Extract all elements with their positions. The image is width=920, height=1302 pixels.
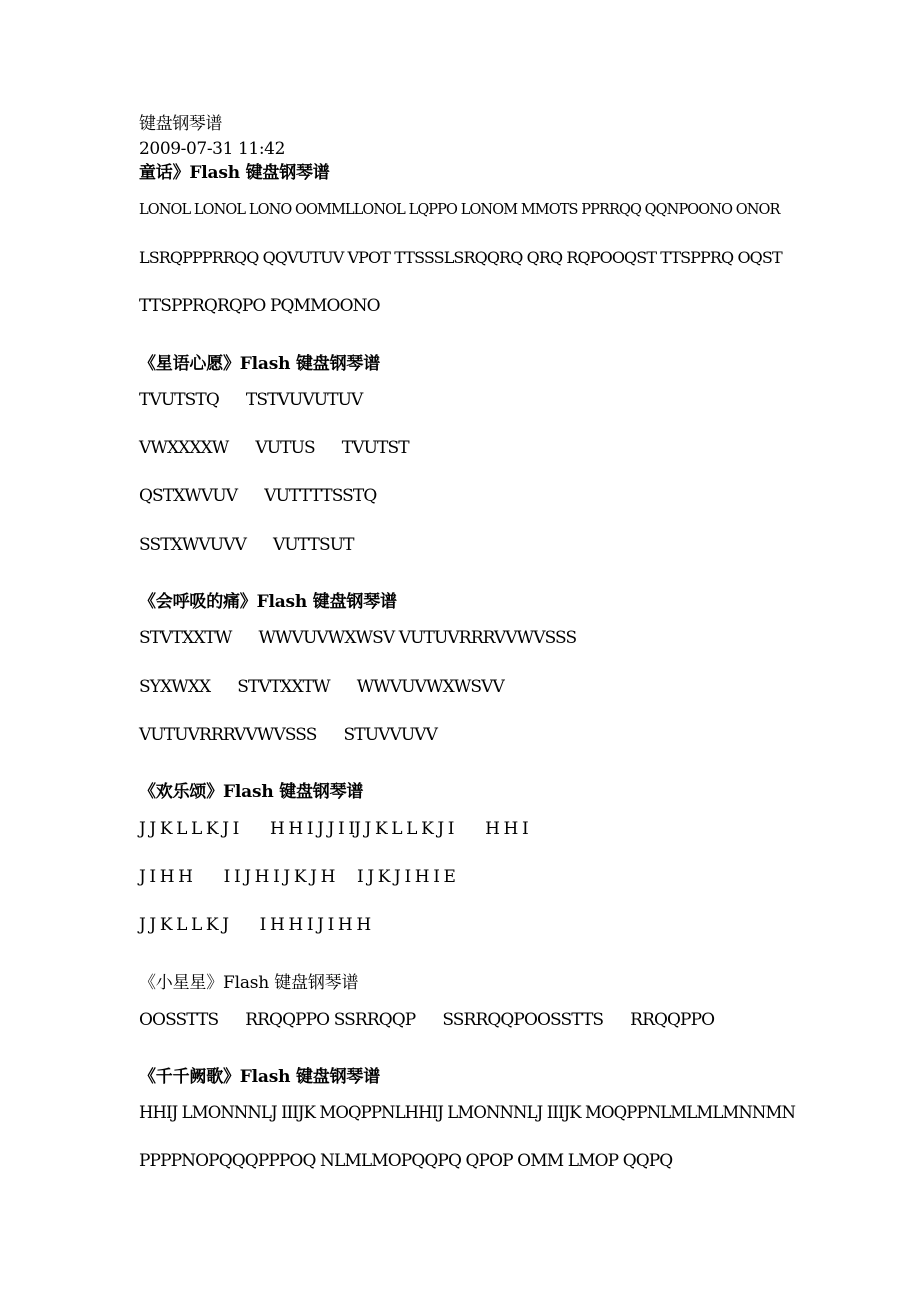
song-heading: 《小星星》Flash 键盘钢琴谱 bbox=[139, 973, 359, 993]
song-heading: 《会呼吸的痛》Flash 键盘钢琴谱 bbox=[139, 592, 397, 612]
notation-line: SYXWXX STVTXXTW WWVUVWXWSVV bbox=[139, 677, 504, 697]
notation-line: LSRQPPPRRQQ QQVUTUV VPOT TTSSSLSRQQRQ QRQ RQPOOQST TTSPPRQ OQST bbox=[139, 248, 782, 267]
notation-line: VWXXXXW VUTUS TVUTST bbox=[139, 438, 409, 458]
notation-line: J J K L L K J I H H I J J I IJ J K L L K J I H H I bbox=[139, 819, 528, 839]
notation-line: OOSSTTS RRQQPPO SSRRQQP SSRRQQPOOSSTTS RRQQPPO bbox=[139, 1010, 715, 1030]
document-title: 键盘钢琴谱 bbox=[139, 114, 222, 134]
notation-line: VUTUVRRRVVWVSSS STUVVUVV bbox=[139, 725, 438, 745]
song-heading: 《星语心愿》Flash 键盘钢琴谱 bbox=[139, 354, 380, 374]
notation-line: PPPPNOPQQQPPPOQ NLMLMOPQQPQ QPOP OMM LMOP QQPQ bbox=[139, 1151, 673, 1171]
notation-line: STVTXXTW WWVUVWXWSV VUTUVRRRVVWVSSS bbox=[139, 628, 577, 648]
notation-line: QSTXWVUV VUTTTTSSTQ bbox=[139, 486, 377, 506]
document-timestamp: 2009-07-31 11:42 bbox=[139, 139, 286, 159]
song-heading: 《欢乐颂》Flash 键盘钢琴谱 bbox=[139, 782, 364, 802]
notation-line: J I H H I I J H I J K J H I J K J I H I E bbox=[139, 867, 456, 887]
notation-line: TTSPPRQRQPO PQMMOONO bbox=[139, 296, 380, 316]
notation-line: HHIJ LMONNNLJ IIIJK MOQPPNLHHIJ LMONNNLJ IIIJK MOQPPNLMLMLMNNMN bbox=[139, 1103, 796, 1122]
notation-line: LONOL LONOL LONO OOMMLLONOL LQPPO LONOM MMOTS PPRRQQ QQNPOONO ONOR bbox=[139, 202, 780, 218]
notation-line: J J K L L K J I H H I J I H H bbox=[139, 915, 371, 935]
notation-line: TVUTSTQ TSTVUVUTUV bbox=[139, 390, 363, 410]
notation-line: SSTXWVUVV VUTTSUT bbox=[139, 535, 354, 555]
song-heading: 童话》Flash 键盘钢琴谱 bbox=[139, 163, 330, 183]
song-heading: 《千千阙歌》Flash 键盘钢琴谱 bbox=[139, 1067, 380, 1087]
